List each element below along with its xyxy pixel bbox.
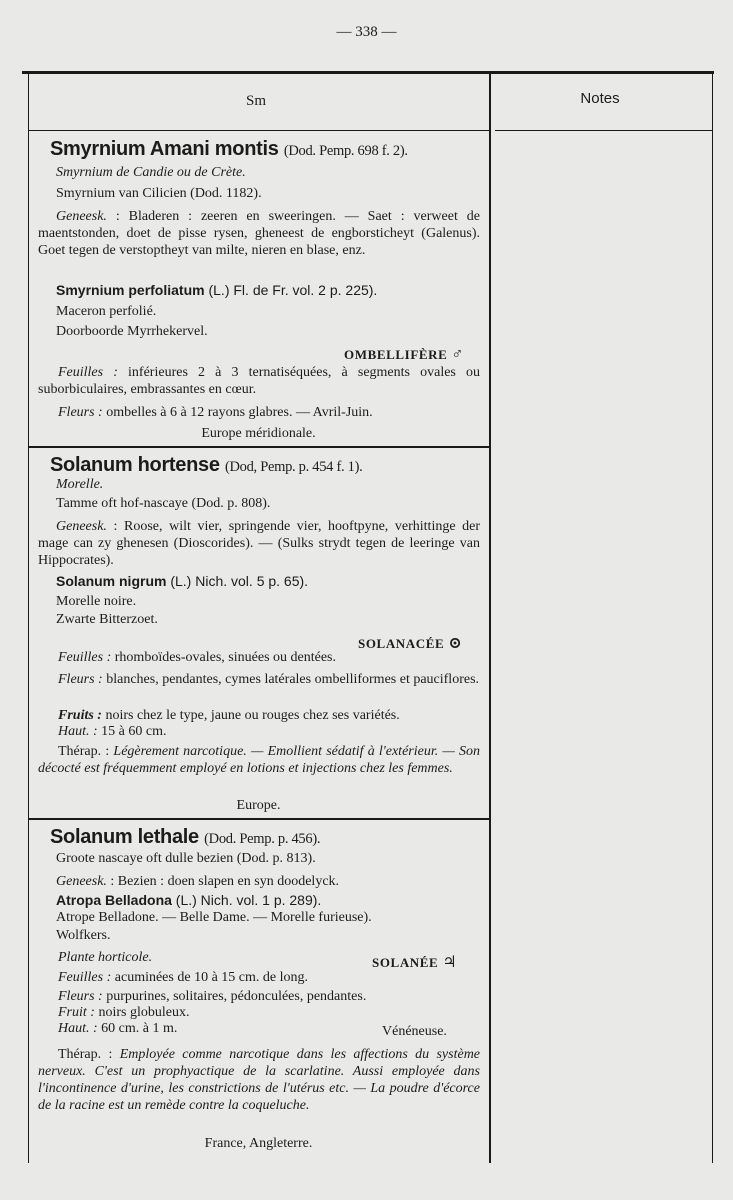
entry-separator [28, 446, 489, 448]
geneesk-line: Geneesk. : Bezien : doen slapen en syn doodelyck. [56, 874, 340, 889]
therap-paragraph: Thérap. : Légèrement narcotique. — Emollient sédatif à l'extérieur. — Son décocté est fréquemment employé en lotions et injections chez les femmes. [38, 744, 481, 776]
page-number: — 338 — [336, 24, 397, 40]
synonym-name: Doorboorde Myrrhekervel. [56, 324, 208, 339]
therap-paragraph: Thérap. : Employée comme narcotique dans les affections du système nerveux. C'est un prophyactique de la scarlatine. Aussi employée dans l'incontinence d'urine, les constrictions de l'utérus etc. — La poudre d'écorce de la racine est un remède contre la coqueluche. [38, 1047, 481, 1113]
header-rule-right [495, 130, 712, 131]
geneesk-paragraph: Geneesk. : Roose, wilt vier, springende vier, hooftpyne, verhittinge der mage can zy ghenesen (Dioscorides). — (Sulks strydt tegen de leeringe van Hippocrates). [38, 519, 481, 568]
table-left-rule [28, 73, 29, 1163]
synonym-name: Atrope Belladone. — Belle Dame. — Morelle furieuse). [56, 910, 372, 925]
synonym-name: Wolfkers. [56, 928, 111, 943]
synonym-title: Smyrnium perfoliatum (L.) Fl. de Fr. vol. 2 p. 225). [56, 282, 378, 298]
haut-line: Haut. : 60 cm. à 1 m. [58, 1021, 178, 1036]
header-rule-left [28, 130, 489, 131]
table-right-rule [712, 73, 713, 1163]
region: Europe méridionale. [201, 426, 316, 441]
french-name: Morelle. [56, 477, 104, 492]
toxicity-label: Vénéneuse. [382, 1024, 447, 1039]
table-top-rule [22, 71, 714, 74]
region: France, Angleterre. [204, 1136, 313, 1151]
synonym-name: Morelle noire. [56, 594, 137, 609]
family-label: SOLANÉE ♃ [372, 954, 457, 971]
dutch-name: Tamme oft hof-nascaye (Dod. p. 808). [56, 496, 271, 511]
family-label: SOLANACÉE ⊙ [358, 635, 462, 652]
family-label: OMBELLIFÈRE ♂ [344, 346, 464, 363]
synonym-name: Zwarte Bitterzoet. [56, 612, 158, 627]
synonym-name: Maceron perfolié. [56, 304, 157, 319]
perennial-symbol-icon: ♃ [442, 954, 457, 971]
column-divider [489, 73, 491, 1163]
fruits-line: Fruits : noirs chez le type, jaune ou rouges chez ses variétés. [58, 708, 400, 723]
fleurs-line: Fleurs : purpurines, solitaires, pédonculées, pendantes. [58, 989, 367, 1004]
feuilles-line: Feuilles : rhomboïdes-ovales, sinuées ou dentées. [58, 650, 336, 665]
synonym-title: Atropa Belladona (L.) Nich. vol. 1 p. 289). [56, 892, 322, 908]
dutch-name: Groote nascaye oft dulle bezien (Dod. p. 813). [56, 851, 316, 866]
geneesk-paragraph: Geneesk. : Bladeren : zeeren en sweeringen. — Saet : verweet de maentstonden, doet de pisse rysen, gheneest de engborsticheyt (Galenus). Goet tegen de verstoptheyt van milte, nieren en blase, enz. [38, 209, 480, 258]
cultivation-note: Plante horticole. [58, 950, 153, 965]
region: Europe. [236, 798, 281, 813]
male-symbol-icon: ♂ [451, 346, 464, 363]
fleurs-line: Fleurs : ombelles à 6 à 12 rayons glabres. — Avril-Juin. [58, 405, 373, 420]
dutch-name: Smyrnium van Cilicien (Dod. 1182). [56, 186, 262, 201]
synonym-title: Solanum nigrum (L.) Nich. vol. 5 p. 65). [56, 573, 309, 589]
fleurs-paragraph: Fleurs : blanches, pendantes, cymes latérales ombelliformes et pauciflores. [58, 672, 480, 687]
entry-title: Solanum lethale (Dod. Pemp. p. 456). [50, 826, 321, 848]
entry-separator [28, 818, 489, 820]
annual-symbol-icon: ⊙ [448, 635, 462, 652]
fruit-line: Fruit : noirs globuleux. [58, 1005, 190, 1020]
feuilles-paragraph: Feuilles : inférieures 2 à 3 ternatiséquées, à segments ovales ou suborbiculaires, embrassantes en cœur. [38, 365, 481, 397]
haut-line: Haut. : 15 à 60 cm. [58, 724, 167, 739]
entry-title: Smyrnium Amani montis (Dod. Pemp. 698 f. 2). [50, 138, 408, 160]
column-header-notes: Notes [580, 90, 620, 107]
feuilles-line: Feuilles : acuminées de 10 à 15 cm. de long. [58, 970, 308, 985]
french-name: Smyrnium de Candie ou de Crète. [56, 165, 246, 180]
column-header-sm: Sm [245, 93, 266, 109]
entry-title: Solanum hortense (Dod, Pemp. p. 454 f. 1). [50, 454, 363, 476]
